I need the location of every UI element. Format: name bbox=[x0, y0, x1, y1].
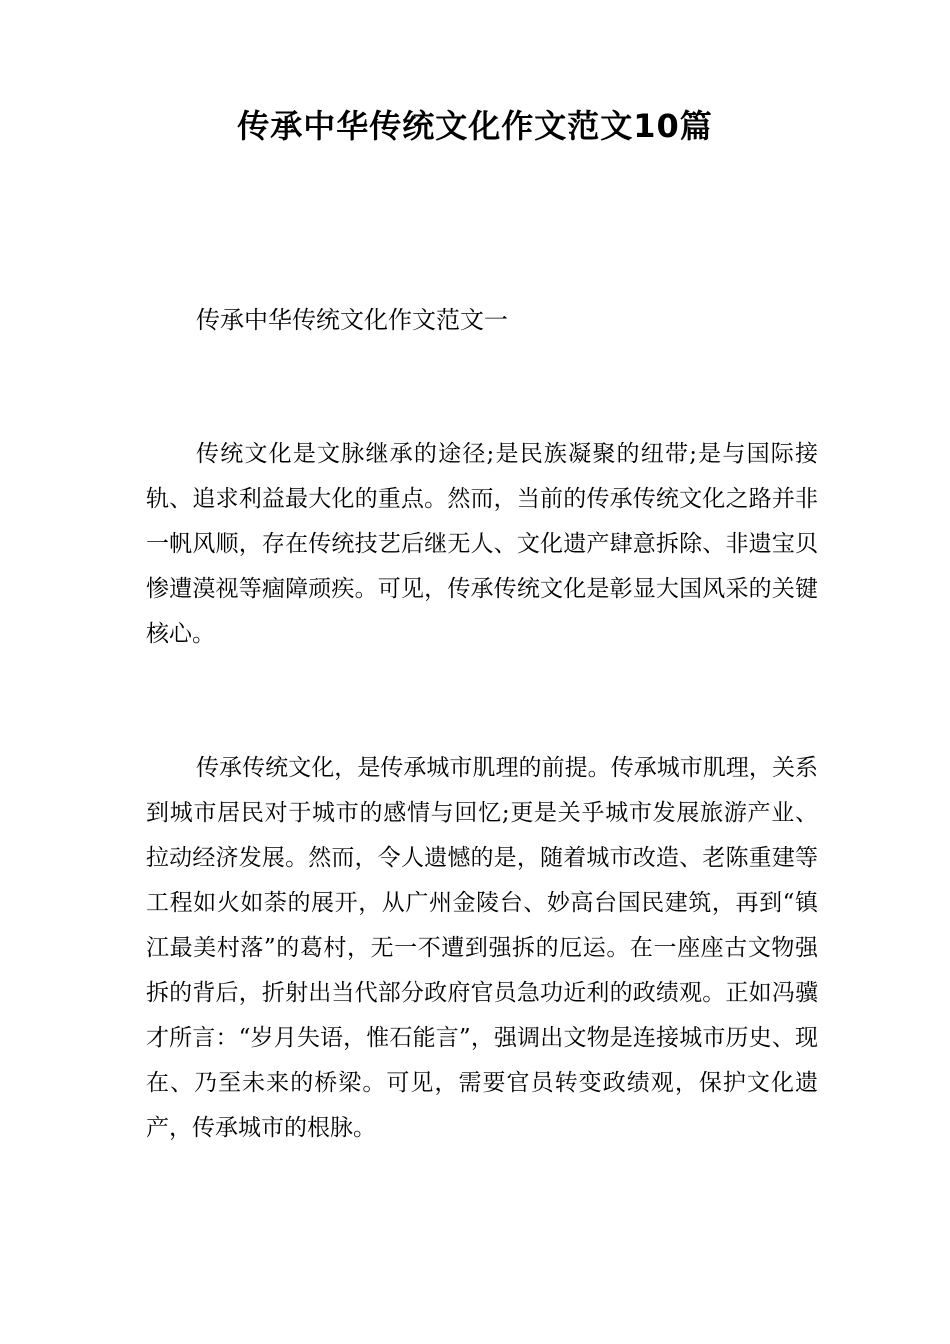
paragraph-2: 传承传统文化，是传承城市肌理的前提。传承城市肌理，关系到城市居民对于城市的感情与回忆;更是关乎城市发展旅游产业、拉动经济发展。然而，令人遗憾的是，随着城市改造、老陈重建等工程如火如荼的展开，从广州金陵台、妙高台国民建筑，再到“镇江最美村落”的葛村，无一不遭到强拆的厄运。在一座座古文物强拆的背后，折射出当代部分政府官员急功近利的政绩观。正如冯骥才所言：“岁月失语，惟石能言”，强调出文物是连接城市历史、现在、乃至未来的桥梁。可见，需要官员转变政绩观，保护文化遗产，传承城市的根脉。 bbox=[146, 755, 818, 1141]
paragraph-1: 传统文化是文脉继承的途径;是民族凝聚的纽带;是与国际接轨、追求利益最大化的重点。然而，当前的传承传统文化之路并非一帆风顺，存在传统技艺后继无人、文化遗产肆意拆除、非遗宝贝惨遭漠视等痼障顽疾。可见，传承传统文化是彰显大国风采的关键核心。 bbox=[146, 441, 818, 647]
document-title: 传承中华传统文化作文范文10篇 bbox=[237, 107, 713, 145]
section-heading: 传承中华传统文化作文范文一 bbox=[196, 306, 508, 334]
